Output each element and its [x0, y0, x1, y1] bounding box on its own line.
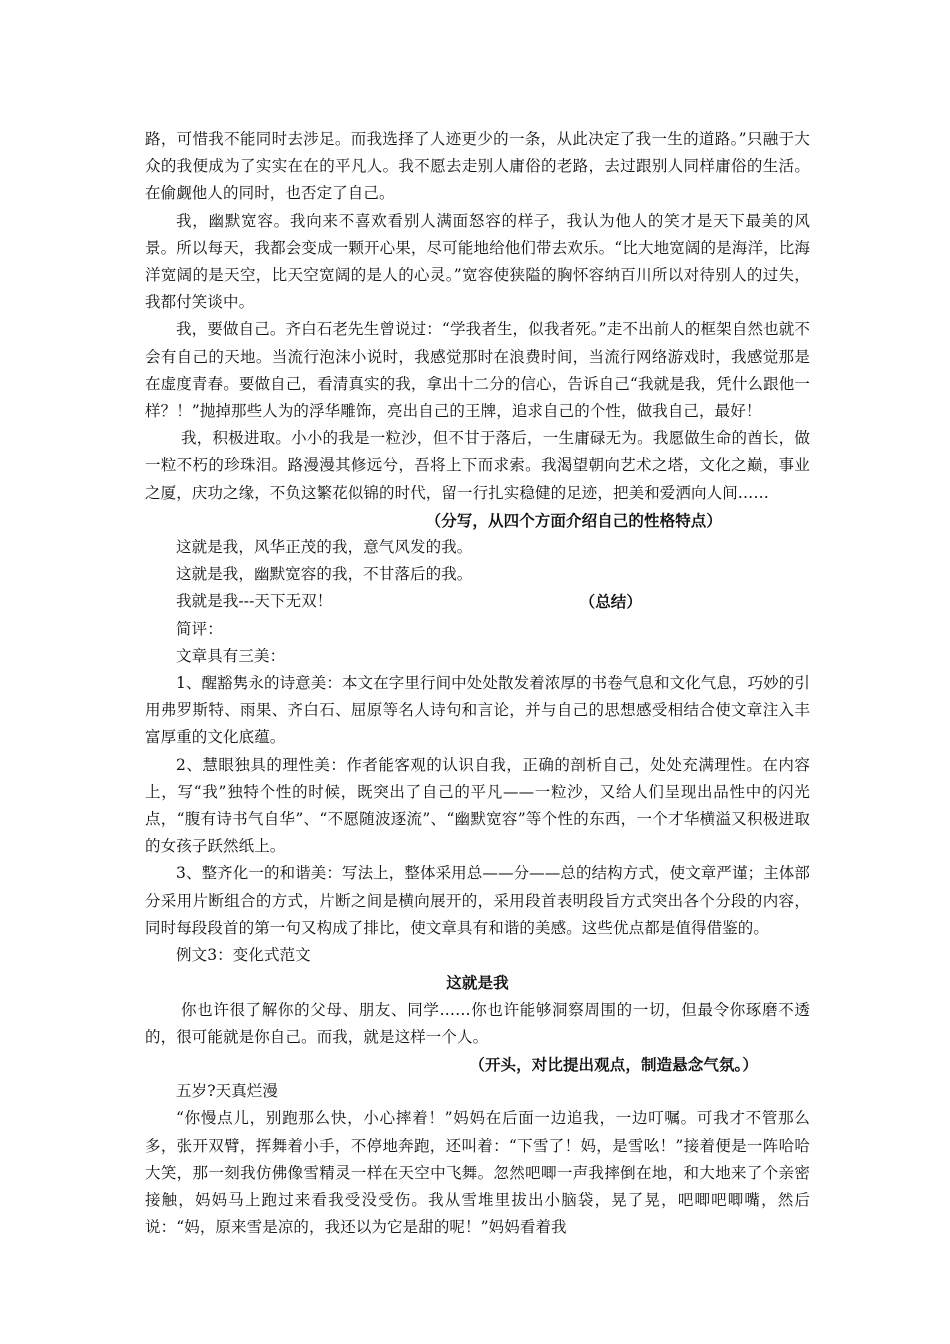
annotation-summary: （总结）	[579, 592, 642, 612]
comment-heading: 简评：	[176, 619, 223, 638]
document-body	[145, 126, 810, 1241]
paragraph-progress: 我，积极进取。小小的我是一粒沙，但不甘于落后，一生庸碌无为。我愿做生命的酋长，做一粒不朽的珍珠泪。路漫漫其修远兮，吾将上下而求索。我渴望朝向艺术之塔，文化之巅，事业之厦，庆功之缘，不负这繁花似锦的时代，留一行扎实稳健的足迹，把美和爱洒向人间……	[145, 429, 810, 502]
paragraph-be-yourself: 我，要做自己。齐白石老先生曾说过：“学我者生，似我者死。”走不出前人的框架自然也就不会有自己的天地。当流行泡沫小说时，我感觉那时在浪费时间，当流行网络游戏时，我感觉那是在虚度青春。要做自己，看清真实的我，拿出十二分的信心，告诉自己“我就是我，凭什么跟他一样？！”抛掉那些人为的浮华雕饰，亮出自己的王牌，追求自己的个性，做我自己，最好！	[145, 320, 810, 421]
comment-point-3: 3、整齐化一的和谐美：写法上，整体采用总——分——总的结构方式，使文章严谨；主体部分采用片断组合的方式，片断之间是横向展开的，采用段首表明段旨方式突出各个分段的内容，同时每段段首的第一句又构成了排比，使文章具有和谐的美感。这些优点都是值得借鉴的。	[145, 864, 810, 937]
closing-line-2: 这就是我，幽默宽容的我，不甘落后的我。	[176, 565, 473, 584]
paragraph-humor: 我，幽默宽容。我向来不喜欢看别人满面怒容的样子，我认为他人的笑才是天下最美的风景。所以每天，我都会变成一颗开心果，尽可能地给他们带去欢乐。“比大地宽阔的是海洋，比海洋宽阔的是天空，比天空宽阔的是人的心灵。”宽容使狭隘的胸怀容纳百川所以对待别人的过失，我都付笑谈中。	[145, 211, 810, 312]
essay-opening: 你也许很了解你的父母、朋友、同学……你也许能够洞察周围的一切，但最令你琢磨不透的，很可能就是你自己。而我，就是这样一个人。	[145, 1000, 810, 1046]
closing-line-3-text: 我就是我---天下无双！	[176, 592, 333, 611]
example-heading: 例文3：变化式范文	[176, 946, 311, 965]
comment-intro: 文章具有三美：	[176, 646, 286, 665]
section-heading-age-five: 五岁?天真烂漫	[176, 1082, 279, 1101]
comment-point-2: 2、慧眼独具的理性美：作者能客观的认识自我，正确的剖析自己，处处充满理性。在内容上，写“我”独特个性的时候，既突出了自己的平凡——一粒沙，又给人们呈现出品性中的闪光点，“腹有诗书气自华”、“不愿随波逐流”、“幽默宽容”等个性的东西，一个才华横溢又积极进取的女孩子跃然纸上。	[145, 755, 810, 856]
essay-title: 这就是我	[446, 973, 509, 993]
comment-point-1: 1、醒豁隽永的诗意美：本文在字里行间中处处散发着浓厚的书卷气息和文化气息，巧妙的引用弗罗斯特、雨果、齐白石、屈原等名人诗句和言论，并与自己的思想感受相结合使文章注入丰富厚重的文化底蕴。	[145, 674, 810, 747]
closing-line-3	[145, 588, 810, 615]
closing-line-1: 这就是我，风华正茂的我，意气风发的我。	[176, 538, 473, 557]
paragraph-intro-end: 路，可惜我不能同时去涉足。而我选择了人迹更少的一条，从此决定了我一生的道路。”只融于大众的我便成为了实实在在的平凡人。我不愿去走别人庸俗的老路，去过跟别人同样庸俗的生活。在偷觑他人的同时，也否定了自己。	[145, 130, 810, 203]
paragraph-snow-story: “你慢点儿，别跑那么快，小心摔着！”妈妈在后面一边追我，一边叮嘱。可我才不管那么多，张开双臂，挥舞着小手，不停地奔跑，还叫着：“下雪了！妈，是雪吆！”接着便是一阵哈哈大笑，那一刻我仿佛像雪精灵一样在天空中飞舞。忽然吧唧一声我摔倒在地，和大地来了个亲密接触，妈妈马上跑过来看我受没受伤。我从雪堆里拔出小脑袋，晃了晃，吧唧吧唧嘴，然后说：“妈，原来雪是凉的，我还以为它是甜的呢！”妈妈看着我	[145, 1109, 810, 1237]
annotation-split: （分写，从四个方面介绍自己的性格特点）	[425, 510, 722, 530]
annotation-opening: （开头，对比提出观点，制造悬念气氛。）	[469, 1054, 758, 1074]
